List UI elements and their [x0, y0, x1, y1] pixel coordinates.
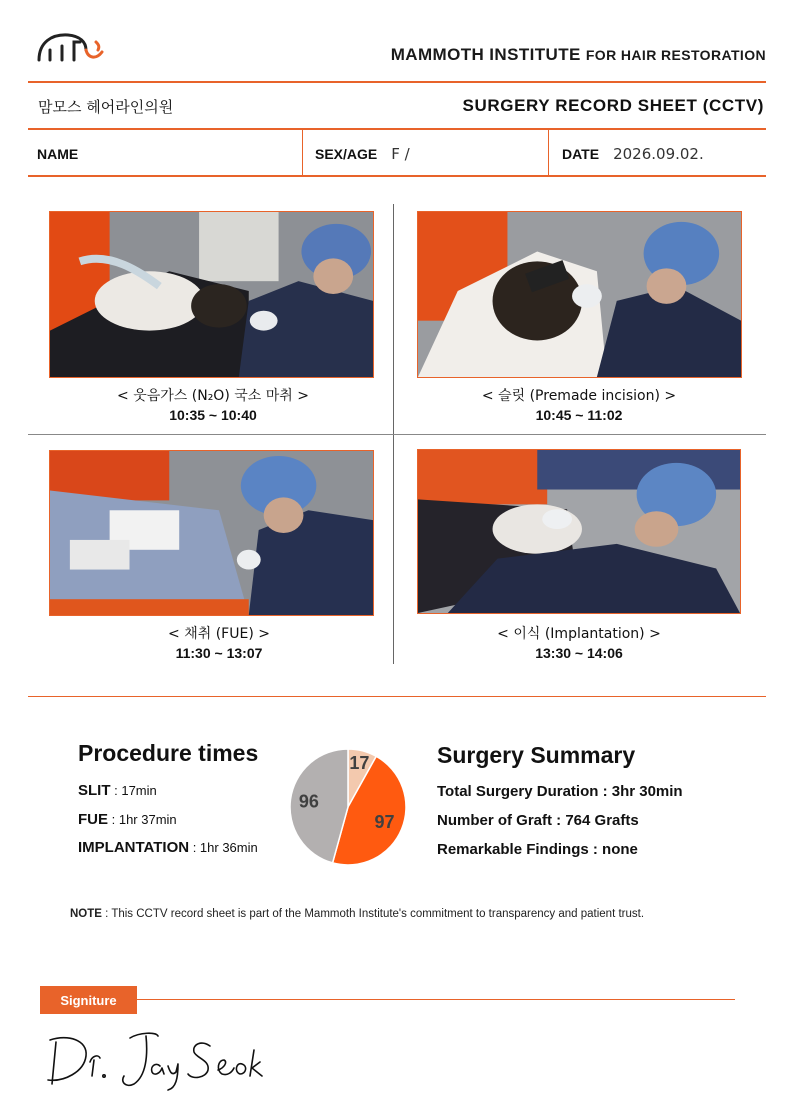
sheet-title: SURGERY RECORD SHEET (CCTV)	[462, 96, 764, 115]
implantation-caption	[409, 625, 749, 663]
procedure-label: FUE	[78, 811, 108, 828]
handwritten-signature	[38, 1026, 298, 1092]
slit-photo	[417, 211, 742, 378]
note	[70, 908, 644, 920]
title-divider	[28, 128, 766, 130]
step-label: < 채취 (FUE) >	[168, 626, 270, 642]
procedure-title: Procedure times	[78, 740, 259, 766]
pie-label-implantation: 96	[298, 791, 319, 812]
fue-caption	[49, 625, 389, 663]
step-label: < 웃음가스 (N₂O) 국소 마취 >	[117, 388, 309, 404]
procedure-pie-chart	[286, 745, 410, 869]
date-label: DATE	[562, 145, 600, 162]
summary-grafts: Number of Graft : 764 Grafts	[437, 812, 639, 829]
sexage-field	[315, 131, 410, 176]
note-label: NOTE	[70, 908, 102, 920]
step-time: 13:30 ~ 14:06	[535, 645, 623, 661]
signature-line	[137, 999, 735, 1000]
signature-label: Signiture	[40, 986, 137, 1014]
name-label: NAME	[37, 145, 79, 162]
procedure-item-implantation	[78, 839, 258, 856]
pie-label-fue: 97	[374, 811, 395, 832]
anesthesia-caption	[43, 387, 383, 425]
name-field	[37, 131, 92, 176]
brand-name: MAMMOTH INSTITUTE FOR HAIR RESTORATION	[390, 45, 766, 64]
step-label: < 이식 (Implantation) >	[497, 626, 661, 642]
step-time: 10:35 ~ 10:40	[169, 407, 257, 423]
fue-photo	[49, 450, 374, 616]
implantation-photo	[417, 449, 741, 614]
anesthesia-photo	[49, 211, 374, 378]
procedure-value: : 1hr 36min	[189, 840, 258, 855]
header-divider	[28, 81, 766, 83]
brand-subtitle: FOR HAIR RESTORATION	[585, 47, 766, 63]
step-time: 10:45 ~ 11:02	[535, 407, 623, 423]
slit-caption	[409, 387, 749, 425]
procedure-value: : 1hr 37min	[108, 812, 177, 827]
summary-duration: Total Surgery Duration : 3hr 30min	[437, 783, 683, 800]
sexage-label: SEX/AGE	[315, 145, 378, 162]
info-divider-bottom	[28, 175, 766, 177]
step-label: < 슬릿 (Premade incision) >	[481, 388, 677, 404]
date-field	[562, 131, 704, 176]
procedure-value: : 17min	[110, 783, 157, 798]
info-divider	[302, 130, 303, 176]
summary-title: Surgery Summary	[437, 742, 636, 768]
procedure-item-slit	[78, 782, 157, 799]
note-text: : This CCTV record sheet is part of the Mammoth Institute's commitment to transparency and patient trust.	[101, 908, 645, 920]
procedure-item-fue	[78, 811, 177, 828]
date-value: 2026.09.02.	[613, 144, 704, 163]
summary-findings: Remarkable Findings : none	[437, 841, 638, 858]
clinic-name: 맘모스 헤어라인의원	[38, 98, 174, 116]
section-divider	[28, 696, 766, 697]
info-divider	[548, 130, 549, 176]
grid-divider-horizontal	[28, 434, 766, 435]
procedure-label: SLIT	[78, 782, 111, 799]
pie-label-slit: 17	[349, 753, 370, 774]
sexage-value: F /	[391, 144, 410, 163]
mammoth-logo-icon	[36, 30, 106, 64]
procedure-label: IMPLANTATION	[78, 839, 190, 856]
step-time: 11:30 ~ 13:07	[175, 645, 263, 661]
